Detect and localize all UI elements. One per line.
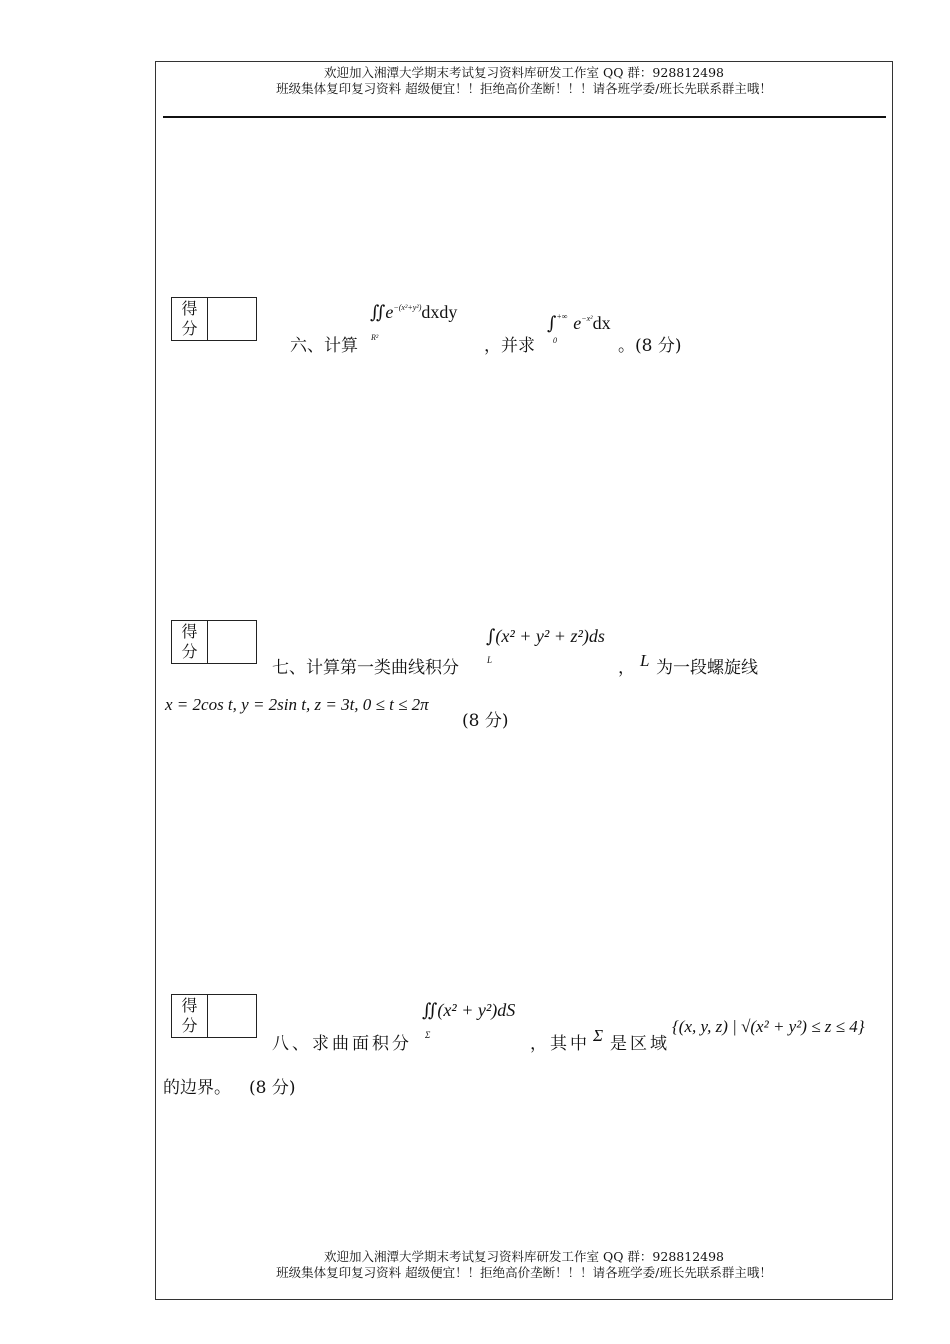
q8-surface-integral: [422, 1000, 515, 1021]
score-box-q7: [171, 620, 257, 664]
q7-subscript: L: [487, 655, 493, 665]
q6-exponent-2: −x²: [581, 314, 593, 323]
score-box-q8: [171, 994, 257, 1038]
score-char-1: 得: [181, 299, 198, 318]
header: [155, 65, 893, 97]
q6-prefix: 六、计算: [290, 336, 358, 356]
q6-differential-2: dx: [592, 313, 611, 333]
q8-line-2: 的边界。: [163, 1078, 231, 1098]
score-char-1: 得: [181, 622, 198, 641]
q7-points: (8 分): [462, 711, 509, 731]
q6-mid: ，并求: [484, 336, 535, 356]
q6-suffix: 。(8 分): [618, 336, 682, 356]
q7-rest: 为一段螺旋线: [656, 658, 758, 678]
integral-sign-icon: ∬: [422, 1000, 438, 1021]
score-label: [172, 298, 208, 340]
q7-integrand: (x² + y² + z²)ds: [495, 626, 605, 646]
q6-region: R²: [371, 333, 379, 342]
integral-sign-icon: ∬: [370, 302, 386, 323]
q7-parametrization: x = 2cos t, y = 2sin t, z = 3t, 0 ≤ t ≤ 2π: [165, 695, 429, 714]
header-rule: [163, 116, 886, 118]
footer-line-2: 班级集体复印复习资料 超级便宜！！拒绝高价垄断！！！请各班学委/班长先联系群主哦！: [276, 1265, 772, 1280]
score-label: [172, 995, 208, 1037]
integral-sign-icon: ∫: [547, 313, 557, 334]
q8-prefix: 八、求曲面积分: [272, 1034, 412, 1054]
q6-improper-integral: [547, 313, 611, 334]
q8-mid: ，其中: [530, 1034, 590, 1054]
score-char-2: 分: [181, 1016, 198, 1035]
score-cell[interactable]: [208, 298, 256, 340]
score-char-1: 得: [181, 996, 198, 1015]
q6-lower-limit: 0: [553, 336, 557, 345]
score-label: [172, 621, 208, 663]
q8-rest: 是区域: [610, 1034, 670, 1054]
score-char-2: 分: [181, 319, 198, 338]
q7-prefix: 七、计算第一类曲线积分: [272, 658, 459, 678]
score-cell[interactable]: [208, 995, 256, 1037]
score-char-2: 分: [181, 642, 198, 661]
q8-points: (8 分): [249, 1078, 296, 1098]
q6-double-integral: [370, 302, 457, 323]
header-line-2: 班级集体复印复习资料 超级便宜！！拒绝高价垄断！！！请各班学委/班长先联系群主哦！: [276, 81, 772, 96]
score-cell[interactable]: [208, 621, 256, 663]
q7-comma: ，: [618, 658, 635, 678]
q8-subscript: Σ: [425, 1030, 431, 1040]
q6-differential-1: dxdy: [421, 302, 458, 322]
q6-exponent-1: −(x²+y²): [393, 303, 422, 312]
q8-sigma: Σ: [593, 1026, 604, 1045]
q7-line-integral: [486, 626, 605, 647]
page-frame: [155, 61, 893, 1300]
footer: [155, 1249, 893, 1281]
q8-region: {(x, y, z) | √(x² + y²) ≤ z ≤ 4}: [672, 1017, 865, 1036]
q7-var: L: [640, 651, 650, 670]
footer-line-1: 欢迎加入湘潭大学期末考试复习资料库研发工作室 QQ 群：928812498: [323, 1249, 725, 1264]
q6-integrand-2: e: [573, 313, 582, 333]
q6-upper-limit: +∞: [556, 312, 568, 321]
q6-integrand-1: e: [385, 302, 394, 322]
q8-integrand: (x² + y²)dS: [437, 1000, 516, 1020]
integral-sign-icon: ∫: [486, 626, 496, 647]
header-line-1: 欢迎加入湘潭大学期末考试复习资料库研发工作室 QQ 群：928812498: [323, 65, 725, 80]
score-box-q6: [171, 297, 257, 341]
